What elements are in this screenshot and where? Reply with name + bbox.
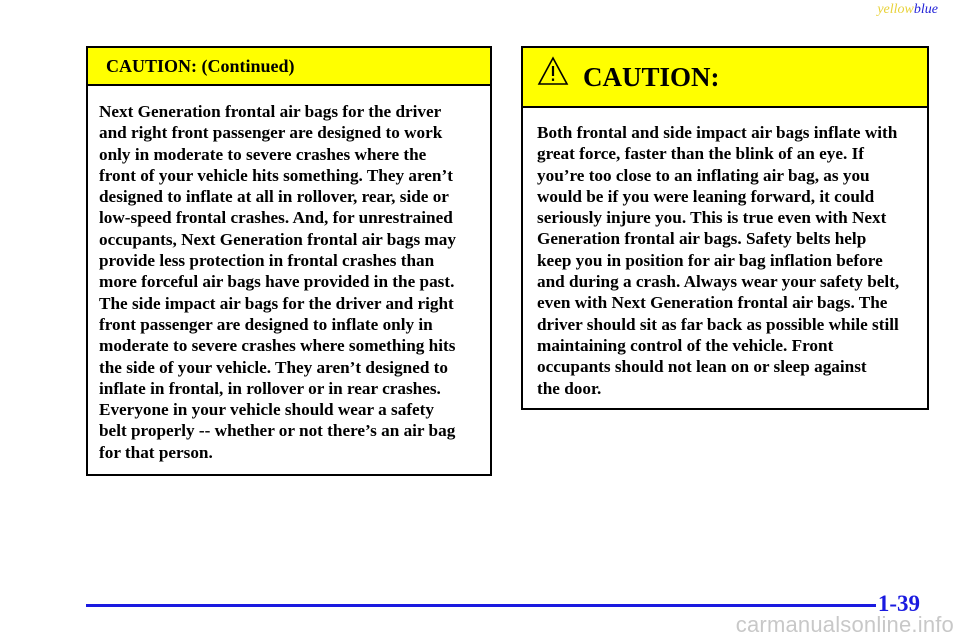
watermark: carmanualsonline.info [735, 612, 954, 637]
caution-text: Both frontal and side impact air bags inflate with great force, faster than the blink of an eye. If you’re too close to an inflating air bag, as you would be if you were leaning forward, it could seriously injure you. This is true even with Next Generation frontal air bags. Safety belts help keep you in position for air bag inflation before and during a crash. Always wear your safety belt, even with Next Generation frontal air bags. The driver should sit as far back as possible while still maintaining control of the vehicle. Front occupants should not lean on or sleep against the door. [537, 123, 900, 398]
warning-triangle-icon [537, 56, 569, 86]
caution-continued-text: Next Generation frontal air bags for the driver and right front passenger are designed to work only in moderate to severe crashes where the front of your vehicle hits something. They aren’t designed to inflate at all in rollover, rear, side or low-speed frontal crashes. And, for unrestrained occupants, Next Generation frontal air bags may provide less protection in frontal crashes than more forceful air bags have provided in the past. The side impact air bags for the driver and right front passenger are designed to inflate only in moderate to severe crashes where something hits the side of your vehicle. They aren’t designed to inflate in frontal, in rollover or in rear crashes. Everyone in your vehicle should wear a safety belt properly -- whether or not there’s an air bag for that person. [99, 102, 456, 462]
color-tag [877, 2, 938, 18]
caution-title: CAUTION: [583, 61, 720, 92]
color-tag-blue: blue [913, 2, 938, 17]
caution-continued-header [88, 48, 490, 86]
caution-header [523, 48, 927, 108]
color-tag-yellow: yellow [877, 2, 914, 17]
footer-rule [86, 604, 876, 607]
caution-continued-box [86, 46, 492, 476]
caution-box [521, 46, 929, 410]
page-number: 1-39 [877, 591, 920, 616]
caution-continued-title: CAUTION: (Continued) [106, 55, 295, 76]
